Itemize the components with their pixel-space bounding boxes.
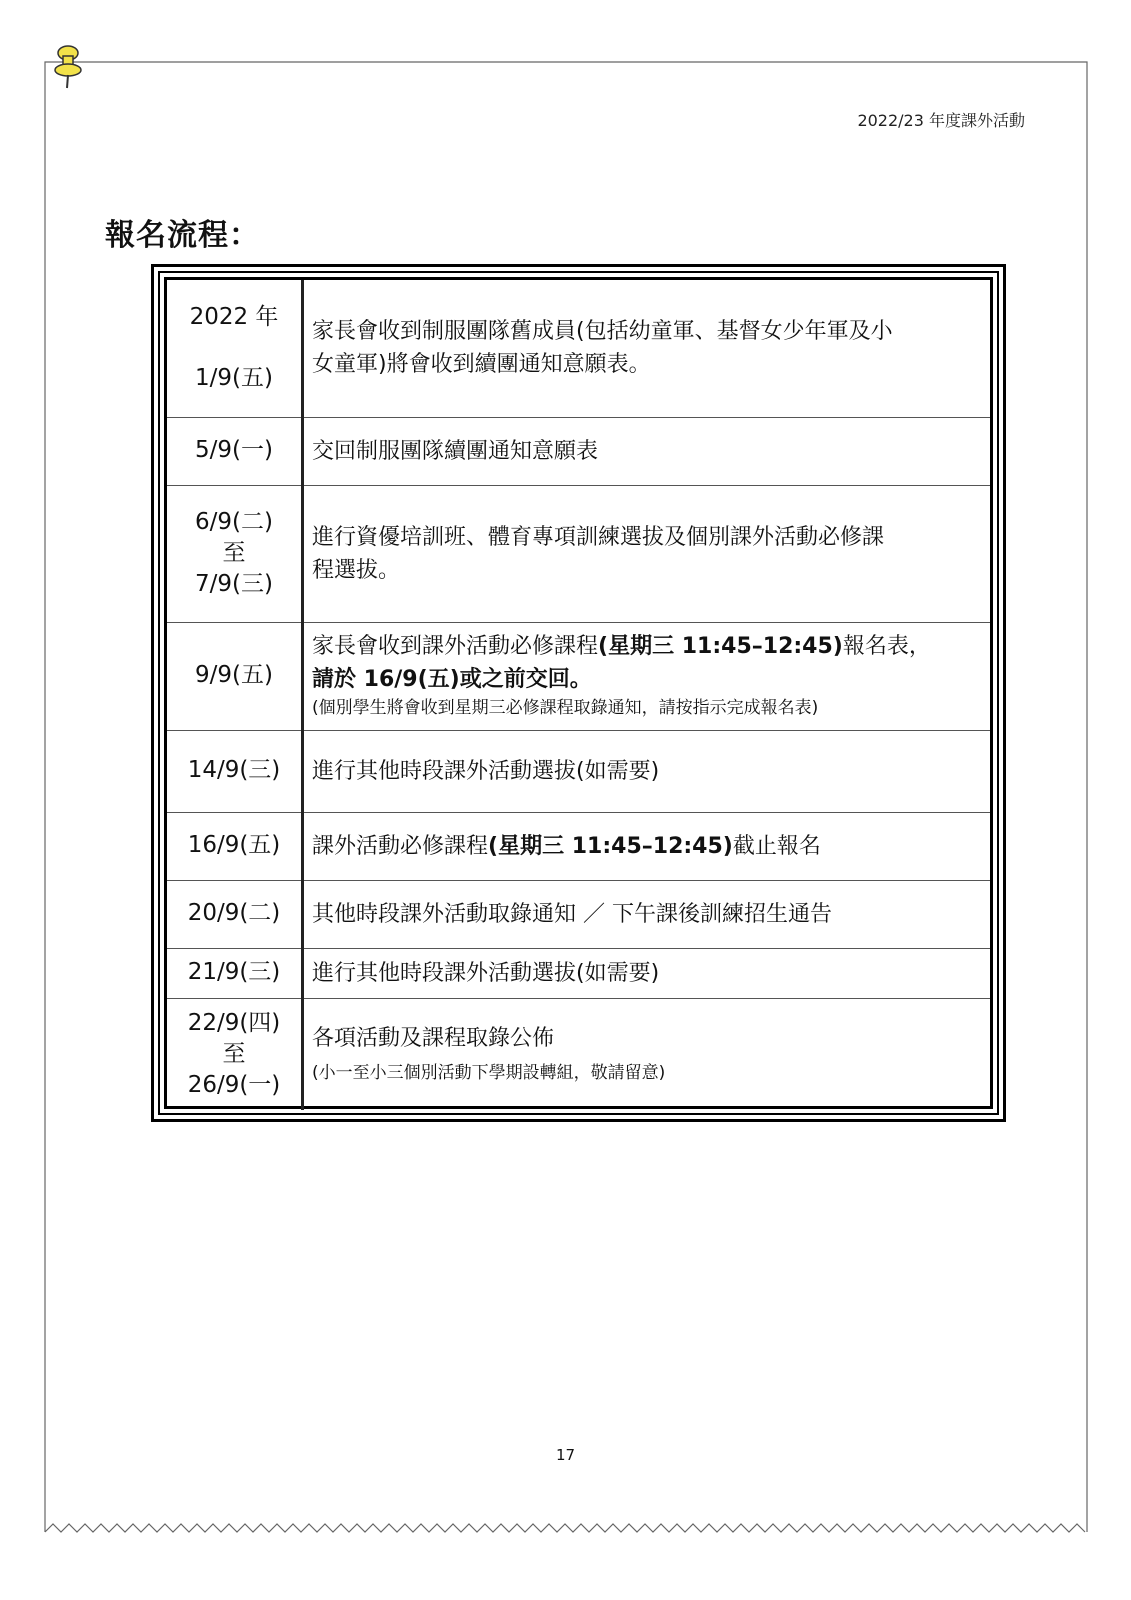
row-description: 交回制服團隊續團通知意願表 <box>303 417 991 485</box>
row-date: 14/9(三) <box>167 730 303 812</box>
table-row <box>167 280 990 417</box>
registration-timeline <box>167 280 990 1110</box>
row-description: 課外活動必修課程(星期三 11:45–12:45)截止報名 <box>303 812 991 880</box>
row-description: 其他時段課外活動取錄通知 ／ 下午課後訓練招生通告 <box>303 880 991 948</box>
timeline-table <box>151 264 1006 1122</box>
table-row <box>167 485 990 622</box>
row-description: 家長會收到課外活動必修課程(星期三 11:45–12:45)報名表， 請於 16/9(五)或之前交回。 (個別學生將會收到星期三必修課程取錄通知，請按指示完成報名表) <box>303 622 991 730</box>
row-description: 進行其他時段課外活動選拔(如需要) <box>303 730 991 812</box>
row-description: 各項活動及課程取錄公佈 (小一至小三個別活動下學期設轉組，敬請留意) <box>303 998 991 1110</box>
table-row <box>167 880 990 948</box>
table-row <box>167 622 990 730</box>
table-row <box>167 730 990 812</box>
row-date: 2022 年 1/9(五) <box>167 280 303 417</box>
row-description: 進行其他時段課外活動選拔(如需要) <box>303 948 991 998</box>
row-date: 5/9(一) <box>167 417 303 485</box>
row-date: 20/9(二) <box>167 880 303 948</box>
page-number: 17 <box>555 1446 576 1464</box>
table-row <box>167 812 990 880</box>
pushpin-icon <box>50 44 84 90</box>
row-date: 21/9(三) <box>167 948 303 998</box>
row-date: 6/9(二) 至 7/9(三) <box>167 485 303 622</box>
row-description: 進行資優培訓班、體育專項訓練選拔及個別課外活動必修課 程選拔。 <box>303 485 991 622</box>
row-date: 22/9(四) 至 26/9(一) <box>167 998 303 1110</box>
table-row <box>167 998 990 1110</box>
row-date: 16/9(五) <box>167 812 303 880</box>
table-row <box>167 417 990 485</box>
row-date: 9/9(五) <box>167 622 303 730</box>
section-title: 報名流程： <box>105 218 260 253</box>
header-title: 2022/23 年度課外活動 <box>857 111 1025 130</box>
row-description: 家長會收到制服團隊舊成員(包括幼童軍、基督女少年軍及小 女童軍)將會收到續團通知意願表。 <box>303 280 991 417</box>
table-row <box>167 948 990 998</box>
